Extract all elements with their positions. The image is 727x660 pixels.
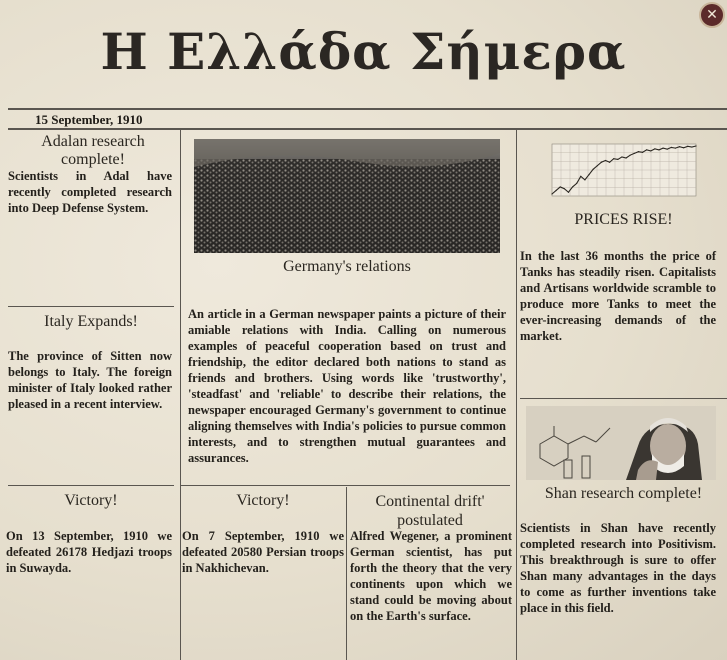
story-continental-drift: Alfred Wegener, a prominent German scientist, has put forth the theory that the very continents upon which we stand could be moving about on the Earth's surface. <box>350 529 512 623</box>
scientist-illustration <box>526 406 716 480</box>
chart-point <box>625 157 626 158</box>
issue-date: 15 September, 1910 <box>35 112 143 127</box>
chart-point <box>613 158 614 159</box>
story-victory-1: On 13 September, 1910 we defeated 26178 Hedjazi troops in Suwayda. <box>6 529 172 575</box>
story-germany-relations: An article in a German newspaper paints a picture of their amiable relations with India. Calling on numerous examples of peaceful cooperation based on trust and friendship, the editor declared both nations to stand as friends and brothers. Using words like 'trustworthy', 'steadfast' and 'reliable' to describe their relations, the newspaper encouraged Germany's government to continue aligning themselves with India's policies to pursue common interests, and to strengthen mutual guarantees and assurances. <box>188 307 506 465</box>
price-chart <box>540 140 702 204</box>
chart-point <box>576 183 577 184</box>
story-adalan-research: Scientists in Adal have recently completed research into Deep Defense System. <box>8 169 172 215</box>
column-divider-left <box>180 130 181 660</box>
story-prices-rise: In the last 36 months the price of Tanks has steadily risen. Capitalists and Artisans worldwide scramble to produce more Tanks to meet the ever-increasing demands of the market. <box>520 249 716 343</box>
chart-point <box>683 147 684 148</box>
chart-point <box>687 146 688 147</box>
crowd-photo <box>194 139 500 253</box>
chart-point <box>588 174 589 175</box>
chart-point <box>551 193 552 194</box>
chart-point <box>584 179 585 180</box>
chart-point <box>617 159 618 160</box>
chart-point <box>580 176 581 177</box>
chart-point <box>650 150 651 151</box>
chart-point <box>568 192 569 193</box>
chart-point <box>658 149 659 150</box>
chart-point <box>593 169 594 170</box>
scientist-photo <box>526 406 716 480</box>
headline-italy-expands: Italy Expands! <box>44 313 138 330</box>
date-rule <box>8 128 727 130</box>
chart-point <box>605 160 606 161</box>
chart-point <box>556 190 557 191</box>
story-italy-expands: The province of Sitten now belongs to Italy. The foreign minister of Italy looked rather pleased in a recent interview. <box>8 349 172 411</box>
chart-point <box>638 151 639 152</box>
chart-point <box>646 149 647 150</box>
chart-point <box>667 149 668 150</box>
chart-point <box>662 148 663 149</box>
chart-point <box>601 162 602 163</box>
chart-point <box>642 152 643 153</box>
story-shan-research: Scientists in Shan have recently completed research into Positivism. This breakthrough is sure to offer Shan many advantages in the days to come as further inventions take place in this field. <box>520 521 716 615</box>
rule-col1-b <box>8 485 174 486</box>
chart-point <box>671 147 672 148</box>
chart-point <box>675 148 676 149</box>
headline-adalan-research: Adalan research complete! <box>41 133 145 168</box>
column-divider-right <box>516 130 517 660</box>
column-divider-bottom-mid <box>346 487 347 660</box>
chart-point <box>621 156 622 157</box>
chart-point <box>634 153 635 154</box>
story-victory-2: On 7 September, 1910 we defeated 20580 Persian troops in Nakhichevan. <box>182 529 344 575</box>
close-icon[interactable]: ✕ <box>699 2 725 28</box>
chart-point <box>609 162 610 163</box>
headline-prices-rise: PRICES RISE! <box>574 211 673 228</box>
chart-point <box>691 146 692 147</box>
rule-col1-a <box>8 306 174 307</box>
masthead-title: Η Ελλάδα Σήμερα <box>100 22 627 81</box>
chart-point <box>572 186 573 187</box>
chart-point <box>679 146 680 147</box>
chart-point <box>560 186 561 187</box>
rule-col2-bottom <box>181 485 510 486</box>
caption-germany-relations: Germany's relations <box>283 258 411 275</box>
chart-point <box>597 165 598 166</box>
top-rule <box>8 108 727 110</box>
rule-col3 <box>520 398 727 399</box>
headline-victory-1: Victory! <box>64 492 118 509</box>
chart-point <box>654 148 655 149</box>
chart-point <box>695 145 696 146</box>
chart-point <box>630 155 631 156</box>
headline-shan-research: Shan research complete! <box>544 485 703 502</box>
headline-victory-2: Victory! <box>236 492 290 509</box>
headline-continental-drift: Continental drift' postulated <box>375 493 485 529</box>
crowd-image <box>194 139 500 253</box>
chart-point <box>564 188 565 189</box>
